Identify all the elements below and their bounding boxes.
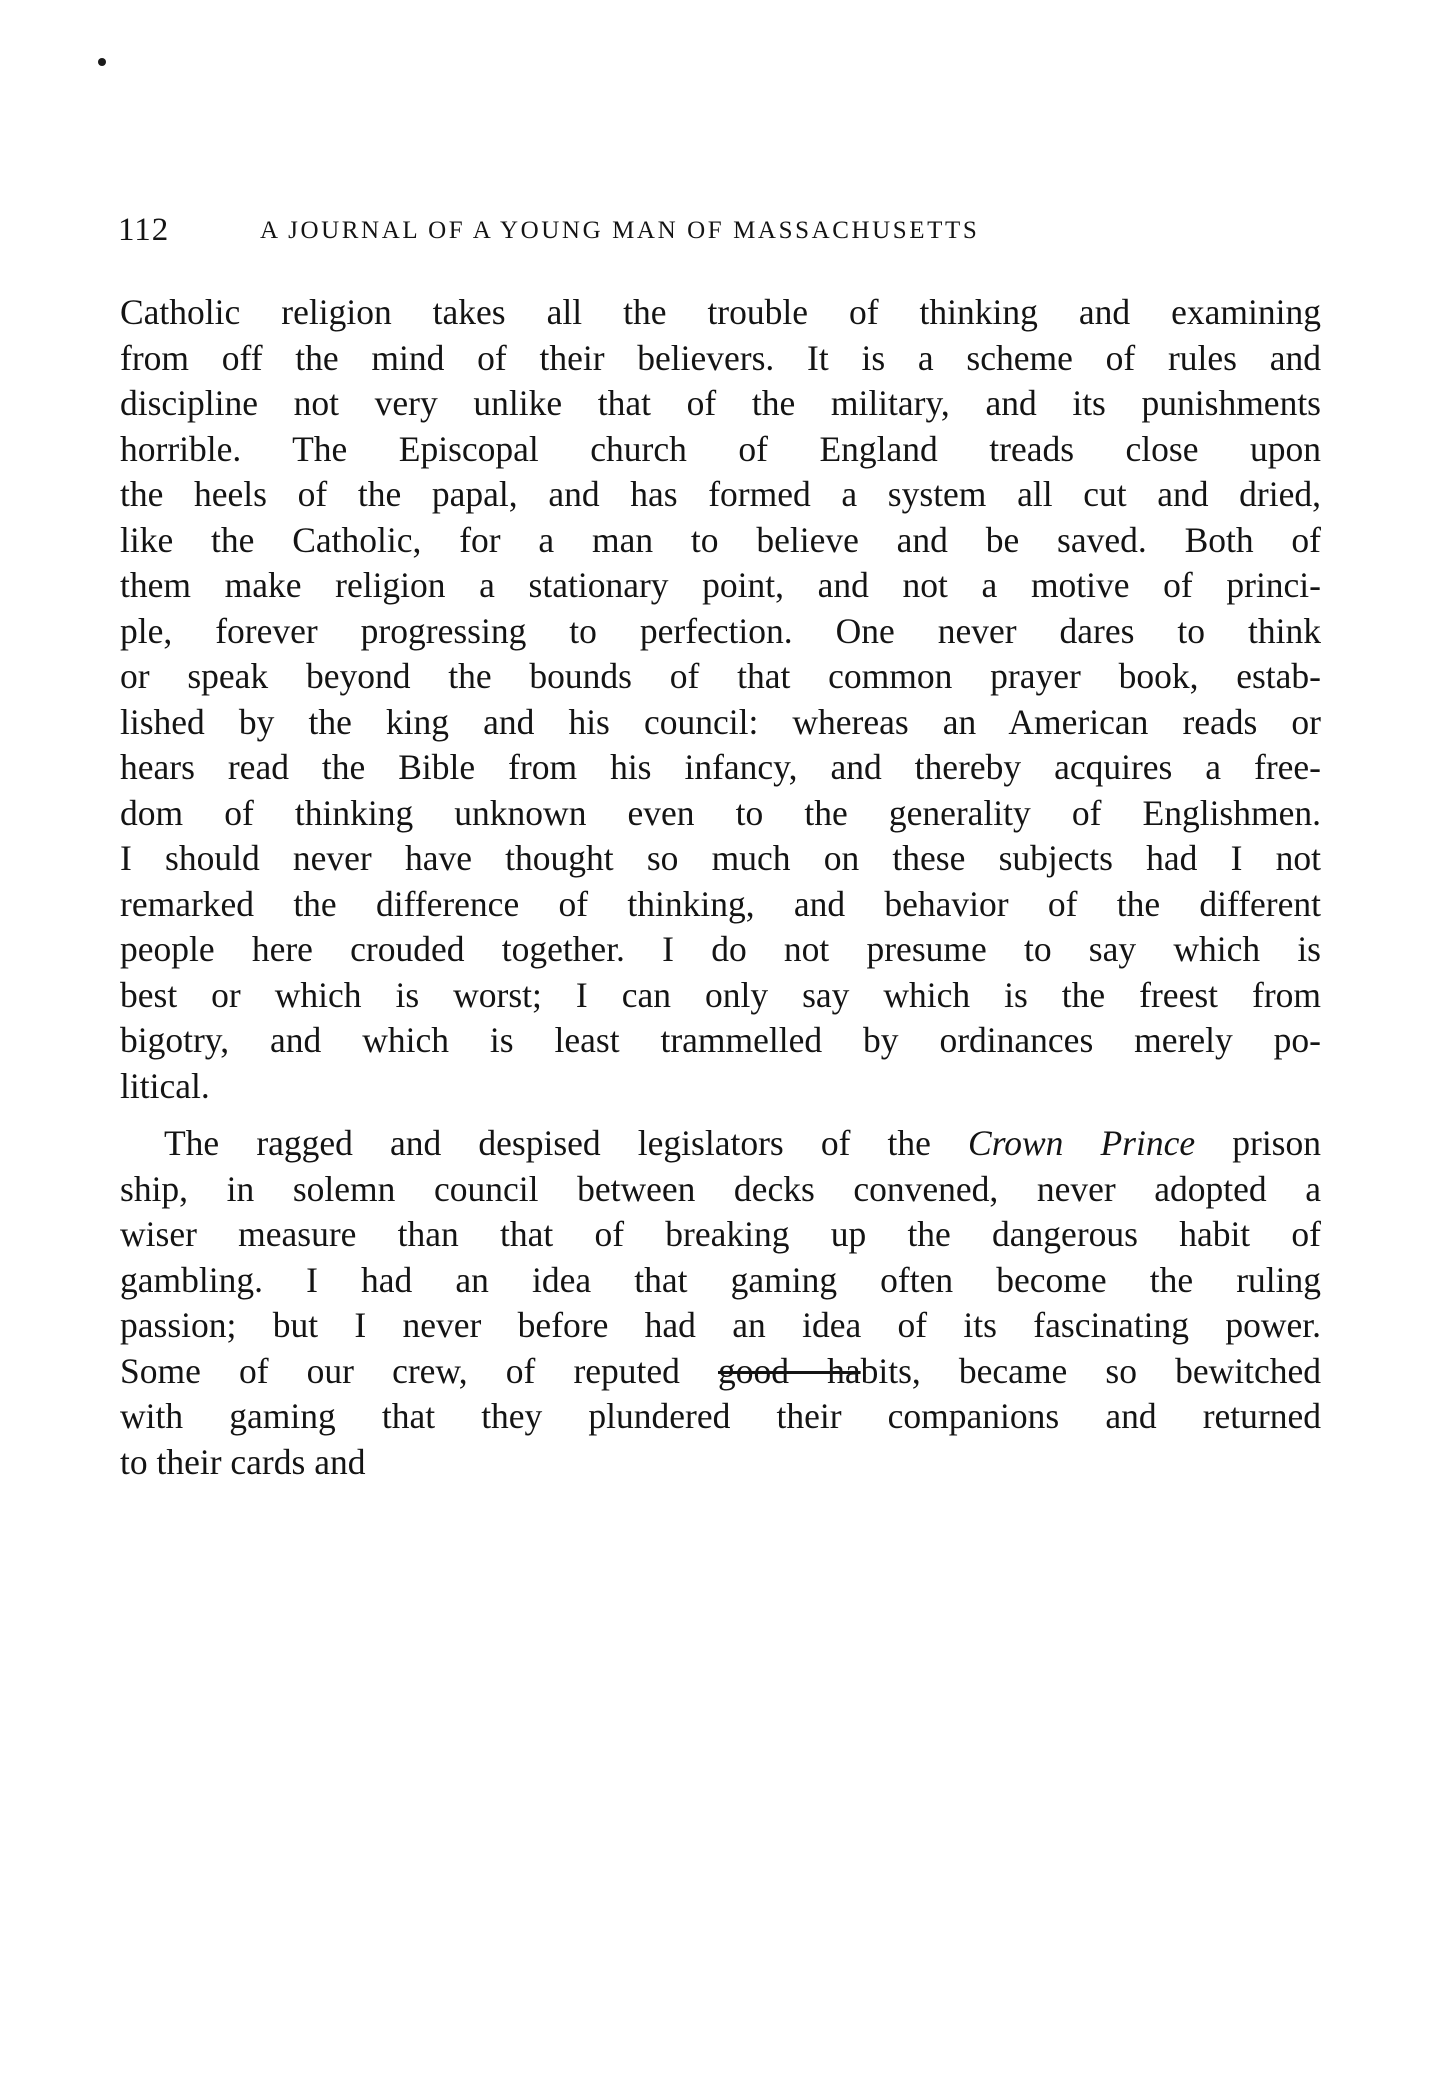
paragraph-1 bbox=[120, 290, 1321, 1109]
text-line: discipline not very unlike that of the military, and its punishments bbox=[120, 383, 1321, 423]
text-line: to their cards and bbox=[120, 1441, 366, 1482]
text-line bbox=[120, 1121, 1321, 1167]
paragraph-2 bbox=[120, 1121, 1321, 1485]
text-line: with gaming that they plundered their companions and returned bbox=[120, 1396, 1321, 1436]
text-line: them make religion a stationary point, and not a motive of princi- bbox=[120, 565, 1321, 605]
text-line: Catholic religion takes all the trouble of thinking and examining bbox=[120, 292, 1321, 332]
body-text bbox=[120, 290, 1321, 1485]
text-line: ple, forever progressing to perfection. One never dares to think bbox=[120, 610, 1321, 651]
text-line: the heels of the papal, and has formed a system all cut and dried, bbox=[120, 474, 1321, 514]
text-line: hears read the Bible from his infancy, and thereby acquires a free- bbox=[120, 747, 1321, 787]
line-text: prison bbox=[1195, 1123, 1321, 1163]
running-title: A JOURNAL OF A YOUNG MAN OF MASSACHUSETTS bbox=[260, 217, 980, 244]
text-line bbox=[120, 1349, 1321, 1395]
paragraph-gap bbox=[120, 1109, 1321, 1121]
text-line: ship, in solemn council between decks convened, never adopted a bbox=[120, 1168, 1321, 1209]
line-text: The ragged and despised legislators of the bbox=[164, 1123, 969, 1163]
text-line: horrible. The Episcopal church of England treads close upon bbox=[120, 428, 1321, 469]
text-line: people here crouded together. I do not presume to say which is bbox=[120, 929, 1321, 969]
text-line: bigotry, and which is least trammelled by ordinances merely po- bbox=[120, 1020, 1321, 1060]
line-text: Some of our crew, of reputed bbox=[120, 1350, 719, 1391]
text-line: passion; but I never before had an idea of its fascinating power. bbox=[120, 1305, 1321, 1345]
stray-ink-dot bbox=[98, 58, 106, 66]
text-line: dom of thinking unknown even to the generality of Englishmen. bbox=[120, 792, 1321, 833]
text-line: wiser measure than that of breaking up the dangerous habit of bbox=[120, 1214, 1321, 1254]
text-line: gambling. I had an idea that gaming often become the ruling bbox=[120, 1259, 1321, 1300]
text-line: or speak beyond the bounds of that common prayer book, estab- bbox=[120, 656, 1321, 696]
text-line: best or which is worst; I can only say which is the freest from bbox=[120, 974, 1321, 1015]
page-number: 112 bbox=[118, 212, 170, 248]
text-line: litical. bbox=[120, 1065, 210, 1106]
line-text: bits, became so bewitched bbox=[860, 1350, 1321, 1391]
text-line: lished by the king and his council: whereas an American reads or bbox=[120, 701, 1321, 742]
text-line: I should never have thought so much on these subjects had I not bbox=[120, 838, 1321, 878]
running-head bbox=[118, 208, 1328, 252]
ship-name-italic: Crown Prince bbox=[968, 1123, 1196, 1163]
text-line: remarked the difference of thinking, and behavior of the different bbox=[120, 883, 1321, 924]
text-line: like the Catholic, for a man to believe and be saved. Both of bbox=[120, 519, 1321, 560]
text-line: from off the mind of their believers. It is a scheme of rules and bbox=[120, 337, 1321, 378]
struck-through-text: good ha bbox=[718, 1350, 861, 1391]
